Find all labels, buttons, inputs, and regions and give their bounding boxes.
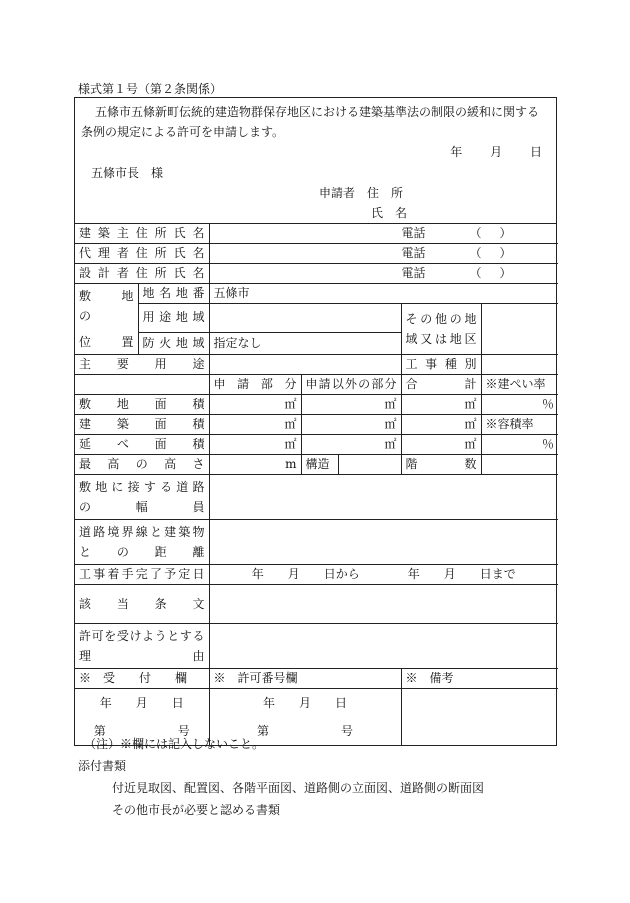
floors-label: 階数 bbox=[401, 455, 481, 475]
floor-area-label: 延べ面積 bbox=[75, 435, 209, 455]
main-use-row bbox=[75, 355, 558, 375]
setback-field[interactable] bbox=[209, 520, 558, 565]
designer-field[interactable]: 電話 （ ） bbox=[209, 264, 558, 284]
designer-label: 設計者住所氏名 bbox=[75, 264, 209, 284]
permit-date: 年 月 日 bbox=[263, 696, 348, 710]
permit-number: 第 号 bbox=[257, 724, 354, 738]
road-width-row bbox=[75, 475, 558, 520]
coverage-label: ※建ぺい率 bbox=[481, 375, 558, 395]
work-type-label: 工事種別 bbox=[401, 355, 481, 375]
application-header bbox=[75, 98, 556, 224]
site-area-label: 敷地面積 bbox=[75, 395, 209, 415]
road-width-field[interactable] bbox=[209, 475, 558, 520]
floor-area-row bbox=[75, 435, 558, 455]
reason-row bbox=[75, 624, 558, 669]
other-zone-label: その他の地 域又は地区 bbox=[401, 304, 481, 355]
main-use-label: 主要用途 bbox=[75, 355, 209, 375]
area-header-blank bbox=[75, 375, 209, 395]
floor-area-other[interactable]: ㎡ bbox=[301, 435, 401, 455]
max-height-label: 最高の高さ bbox=[75, 455, 209, 475]
building-area-label: 建築面積 bbox=[75, 415, 209, 435]
application-table bbox=[75, 224, 558, 745]
date-month: 月 bbox=[490, 145, 503, 159]
lot-field[interactable]: 五條市 bbox=[209, 284, 558, 304]
note-line: （注）※欄には記入しないこと。 bbox=[84, 737, 265, 751]
permit-number-header: ※ 許可番号欄 bbox=[209, 669, 401, 689]
agent-label: 代理者住所氏名 bbox=[75, 244, 209, 264]
floor-area-applied[interactable]: ㎡ bbox=[209, 435, 301, 455]
main-use-field[interactable] bbox=[209, 355, 401, 375]
owner-label: 建築主住所氏名 bbox=[75, 224, 209, 244]
coverage-value[interactable]: ％ bbox=[481, 395, 558, 415]
agent-row bbox=[75, 244, 558, 264]
receipt-date: 年 月 日 bbox=[99, 696, 184, 710]
building-area-applied[interactable]: ㎡ bbox=[209, 415, 301, 435]
application-statement: 五條市五條新町伝統的建造物群保存地区における建築基準法の制限の緩和に関する条例の規定による許可を申請します。 bbox=[81, 105, 540, 139]
site-area-total[interactable]: ㎡ bbox=[401, 395, 481, 415]
remarks-header: ※ 備考 bbox=[401, 669, 558, 689]
date-year: 年 bbox=[450, 145, 463, 159]
road-width-label: 敷地に接する道路 の幅員 bbox=[75, 475, 209, 520]
use-zone-row bbox=[75, 304, 558, 333]
site-area-row bbox=[75, 395, 558, 415]
far-value[interactable]: ％ bbox=[481, 435, 558, 455]
site-position-label: 敷 地 の 位 置 bbox=[75, 284, 138, 355]
notes-section bbox=[78, 733, 484, 821]
receipt-number: 第 号 bbox=[93, 724, 190, 738]
fire-zone-label: 防火地域 bbox=[138, 332, 209, 355]
building-area-row bbox=[75, 415, 558, 435]
building-area-other[interactable]: ㎡ bbox=[301, 415, 401, 435]
applicant-name-label[interactable]: 氏 名 bbox=[371, 206, 408, 220]
col-applied-part: 申請部分 bbox=[209, 375, 301, 395]
floor-area-total[interactable]: ㎡ bbox=[401, 435, 481, 455]
building-area-total[interactable]: ㎡ bbox=[401, 415, 481, 435]
fire-zone-field[interactable]: 指定なし bbox=[209, 332, 401, 355]
permit-application-form bbox=[74, 97, 557, 746]
attachments-title: 添付書類 bbox=[78, 759, 127, 773]
site-area-other[interactable]: ㎡ bbox=[301, 395, 401, 415]
col-total: 合 計 bbox=[401, 375, 481, 395]
max-height-field[interactable]: m bbox=[209, 455, 301, 475]
applicant-address-label[interactable]: 申請者 住 所 bbox=[319, 186, 404, 200]
use-zone-field[interactable] bbox=[209, 304, 401, 333]
structure-cell[interactable]: 構造 bbox=[301, 455, 401, 475]
designer-row bbox=[75, 264, 558, 284]
use-zone-label: 用途地域 bbox=[138, 304, 209, 333]
official-header-row bbox=[75, 669, 558, 689]
site-area-applied[interactable]: ㎡ bbox=[209, 395, 301, 415]
reason-field[interactable] bbox=[209, 624, 558, 669]
attachment-line-2: その他市長が必要と認める書類 bbox=[112, 803, 281, 817]
application-date[interactable] bbox=[426, 143, 542, 160]
addressee: 五條市長 様 bbox=[91, 166, 164, 180]
article-label: 該当条文 bbox=[75, 585, 209, 624]
attachment-line-1: 付近見取図、配置図、各階平面図、道路側の立面図、道路側の断面図 bbox=[112, 781, 485, 795]
owner-field[interactable]: 電話 （ ） bbox=[209, 224, 558, 244]
owner-row bbox=[75, 224, 558, 244]
schedule-row bbox=[75, 565, 558, 585]
other-zone-field[interactable] bbox=[481, 304, 558, 355]
schedule-field[interactable]: 年 月 日から 年 月 日まで bbox=[209, 565, 558, 585]
far-label: ※容積率 bbox=[481, 415, 558, 435]
lot-label: 地名地番 bbox=[138, 284, 209, 304]
floors-field[interactable] bbox=[481, 455, 558, 475]
receipt-header: ※ 受 付 欄 bbox=[75, 669, 209, 689]
area-header-row bbox=[75, 375, 558, 395]
reason-label: 許可を受けようとする 理由 bbox=[75, 624, 209, 669]
form-number-label: 様式第１号（第２条関係） bbox=[78, 82, 223, 96]
col-other-part: 申請以外の部分 bbox=[301, 375, 401, 395]
agent-field[interactable]: 電話 （ ） bbox=[209, 244, 558, 264]
height-row bbox=[75, 455, 558, 475]
article-row bbox=[75, 585, 558, 624]
setback-label: 道路境界線と建築物 との距離 bbox=[75, 520, 209, 565]
date-day: 日 bbox=[529, 145, 542, 159]
work-type-field[interactable] bbox=[481, 355, 558, 375]
schedule-label: 工事着手完了予定日 bbox=[75, 565, 209, 585]
article-field[interactable] bbox=[209, 585, 558, 624]
setback-row bbox=[75, 520, 558, 565]
site-lot-row bbox=[75, 284, 558, 304]
